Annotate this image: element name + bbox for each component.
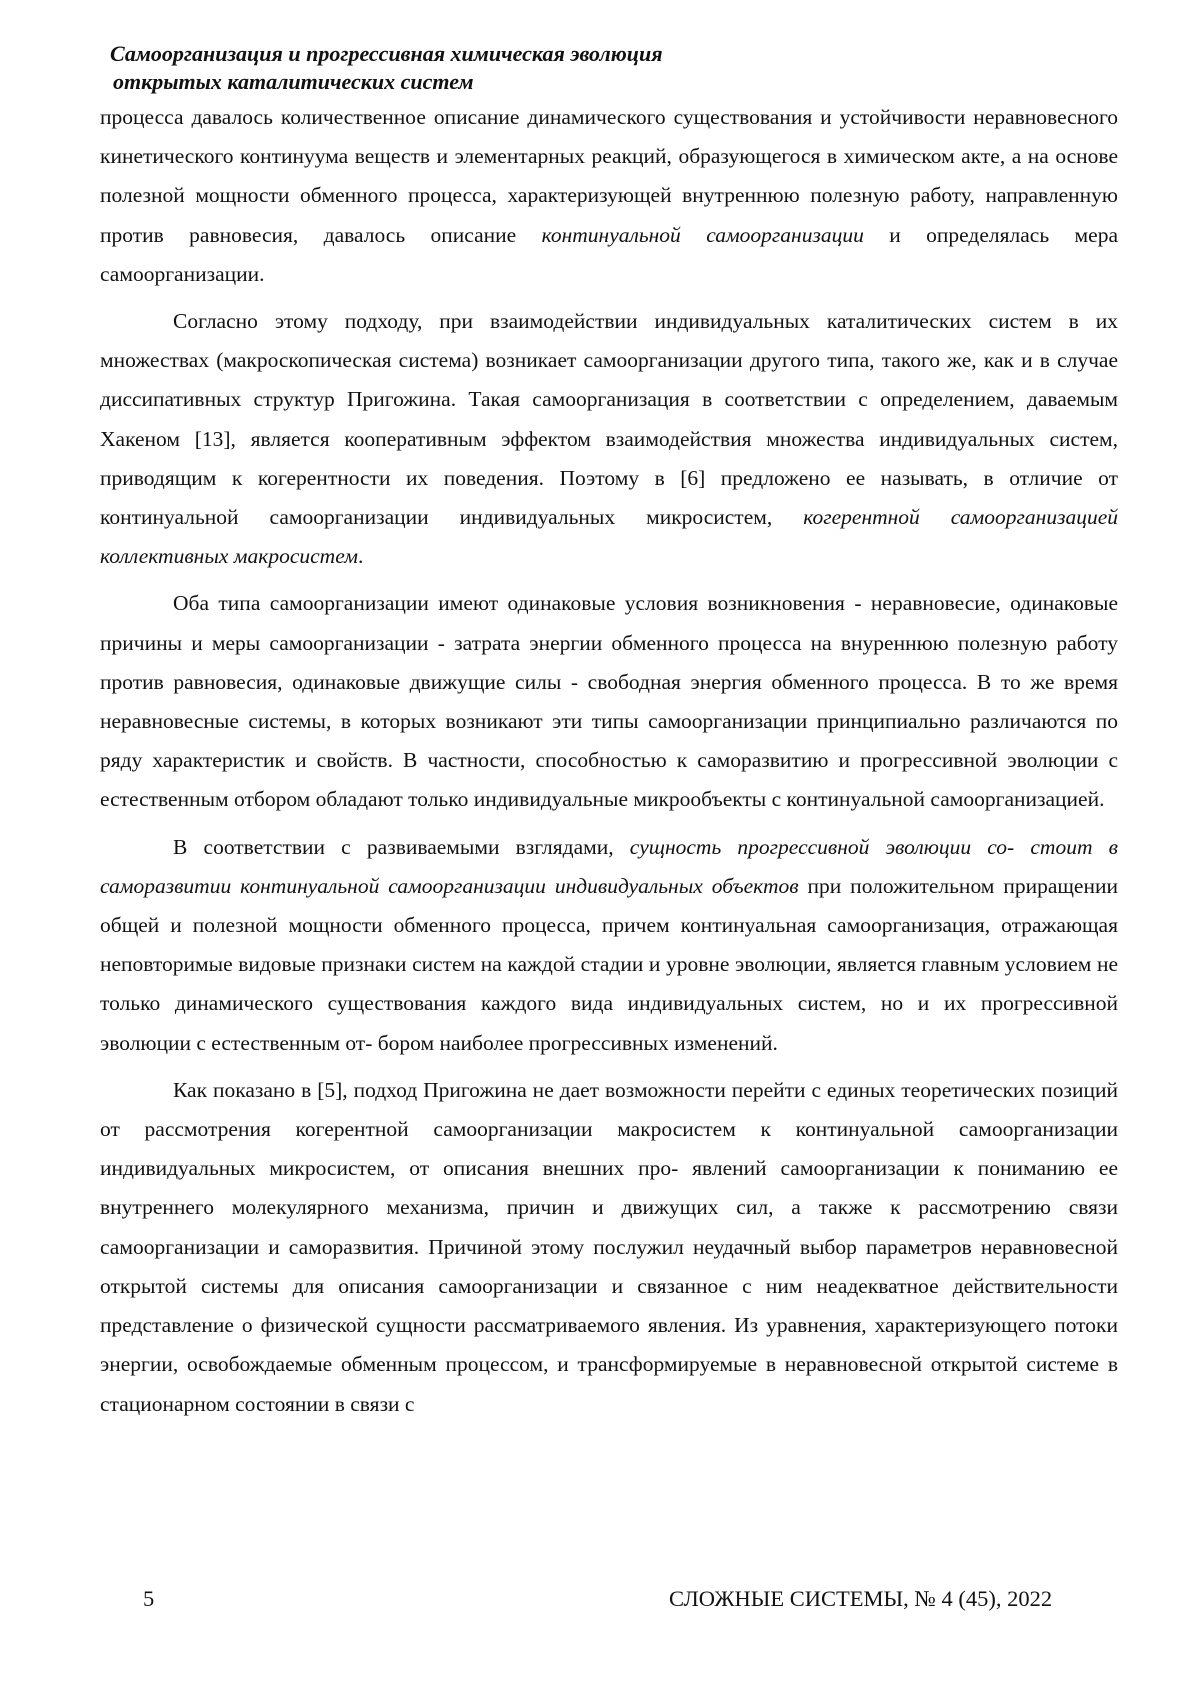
header-title-line-2: открытых каталитических систем: [110, 68, 1010, 96]
emphasis-coherent-self-organization: когерентной самоорганизацией коллективных макросистем: [100, 505, 1118, 568]
article-body: [100, 98, 1118, 1424]
emphasis-essence-of-evolution: сущность прогрессивной эволюции со- стоит в саморазвитии континуальной самоорганизации индивидуальных объектов: [100, 835, 1118, 898]
paragraph-3: Оба типа самоорганизации имеют одинаковые условия возникновения - неравновесие, одинаковые причины и меры самоорганизации - затрата энергии обменного процесса на внуреннюю полезную работу против равновесия, одинаковые движущие силы - свободная энергия обменного процесса. В то же время неравновесные системы, в которых возникают эти типы самоорганизации принципиально различаются по ряду характеристик и свойств. В частности, способностью к саморазвитию и прогрессивной эволюции с естественным отбором обладают только индивидуальные микрообъекты с континуальной самоорганизацией.: [100, 584, 1118, 819]
header-title-line-1: Самоорганизация и прогрессивная химическая эволюция: [110, 40, 1010, 68]
paragraph-1: процесса давалось количественное описание динамического существования и устойчивости неравновесного кинетического континуума веществ и элементарных реакций, образующегося в химическом акте, а на основе полезной мощности обменного процесса, характеризующей внутреннюю полезную работу, направленную против равновесия, давалось описание континуальной самоорганизации и определялась мера самоорганизации.: [100, 98, 1118, 294]
page-number: 5: [143, 1586, 154, 1612]
paragraph-2: Согласно этому подходу, при взаимодействии индивидуальных каталитических систем в их множествах (макроскопическая система) возникает самоорганизации другого типа, такого же, как и в случае диссипативных структур Пригожина. Такая самоорганизация в соответствии с определением, даваемым Хакеном [13], является кооперативным эффектом взаимодействия множества индивидуальных систем, приводящим к когерентности их поведения. Поэтому в [6] предложено ее называть, в отличие от континуальной самоорганизации индивидуальных микросистем, когерентной самоорганизацией коллективных макросистем.: [100, 302, 1118, 576]
paragraph-4: В соответствии с развиваемыми взглядами, сущность прогрессивной эволюции со- стоит в саморазвитии континуальной самоорганизации индивидуальных объектов при положительном приращении общей и полезной мощности обменного процесса, причем континуальная самоорганизация, отражающая неповторимые видовые признаки систем на каждой стадии и уровне эволюции, является главным условием не только динамического существования каждого вида индивидуальных систем, но и их прогрессивной эволюции с естественным от- бором наиболее прогрессивных изменений.: [100, 828, 1118, 1063]
paragraph-5: Как показано в [5], подход Пригожина не дает возможности перейти с единых теоретических позиций от рассмотрения когерентной самоорганизации макросистем к континуальной самоорганизации индивидуальных микросистем, от описания внешних про- явлений самоорганизации к пониманию ее внутреннего молекулярного механизма, причин и движущих сил, а также к рассмотрению связи самоорганизации и саморазвития. Причиной этому послужил неудачный выбор параметров неравновесной открытой системы для описания самоорганизации и связанное с ним неадекватное действительности представление о физической сущности рассматриваемого явления. Из уравнения, характеризующего потоки энергии, освобождаемые обменным процессом, и трансформируемые в неравновесной открытой системе в стационарном состоянии в связи с: [100, 1071, 1118, 1424]
journal-citation: СЛОЖНЫЕ СИСТЕМЫ, № 4 (45), 2022: [669, 1586, 1052, 1612]
emphasis-continual-self-organization: континуальной самоорганизации: [542, 223, 864, 247]
running-header: [110, 40, 1010, 96]
